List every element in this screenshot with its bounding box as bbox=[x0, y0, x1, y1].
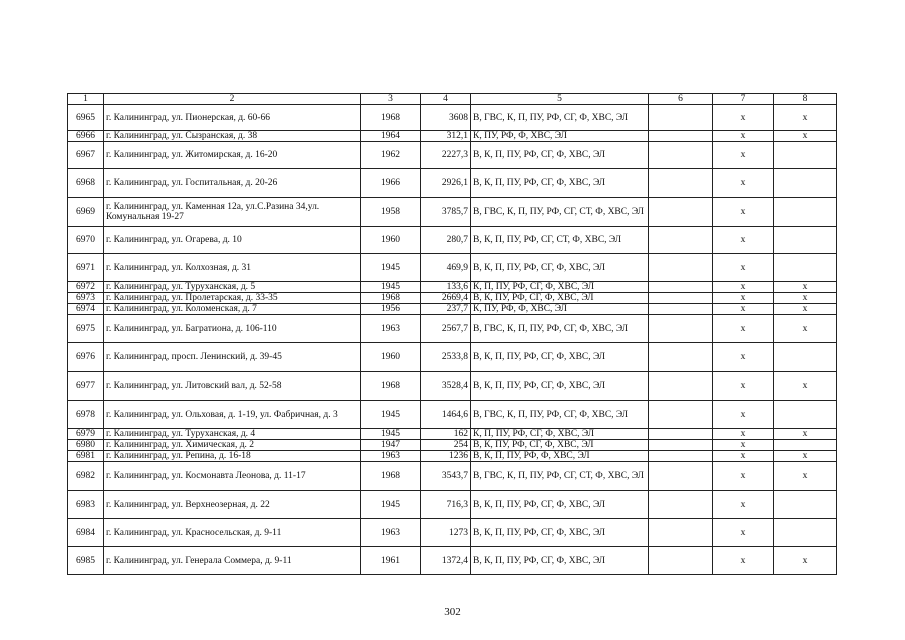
cell-address: г. Калининград, ул. Верхнеозерная, д. 22 bbox=[104, 491, 361, 519]
cell-number: 6985 bbox=[68, 547, 104, 575]
cell-number: 6979 bbox=[68, 429, 104, 440]
cell-number: 6965 bbox=[68, 105, 104, 131]
cell-area: 2533,8 bbox=[421, 343, 471, 372]
col-header-5: 5 bbox=[471, 94, 649, 105]
cell-col6 bbox=[649, 372, 713, 401]
cell-address: г. Калининград, ул. Пионерская, д. 60-66 bbox=[104, 105, 361, 131]
cell-works: В, К, П, ПУ, РФ, СГ, Ф, ХВС, ЭЛ bbox=[471, 169, 649, 198]
cell-area: 3608 bbox=[421, 105, 471, 131]
cell-col7: х bbox=[713, 451, 774, 462]
cell-works: К, ПУ, РФ, Ф, ХВС, ЭЛ bbox=[471, 131, 649, 142]
cell-col8: х bbox=[774, 105, 837, 131]
cell-number: 6966 bbox=[68, 131, 104, 142]
table-row bbox=[68, 440, 837, 451]
table-row bbox=[68, 304, 837, 315]
cell-area: 2669,4 bbox=[421, 293, 471, 304]
cell-col6 bbox=[649, 105, 713, 131]
cell-works: В, К, ПУ, РФ, СГ, Ф, ХВС, ЭЛ bbox=[471, 293, 649, 304]
cell-col8 bbox=[774, 142, 837, 169]
cell-address: г. Калининград, ул. Госпитальная, д. 20-26 bbox=[104, 169, 361, 198]
cell-col6 bbox=[649, 304, 713, 315]
cell-number: 6984 bbox=[68, 519, 104, 547]
table-row bbox=[68, 169, 837, 198]
cell-works: В, К, П, ПУ, РФ, СГ, Ф, ХВС, ЭЛ bbox=[471, 372, 649, 401]
cell-col7: х bbox=[713, 429, 774, 440]
cell-col8: х bbox=[774, 462, 837, 491]
cell-year: 1961 bbox=[361, 547, 421, 575]
cell-address: г. Калининград, ул. Красносельская, д. 9-11 bbox=[104, 519, 361, 547]
cell-address: г. Калининград, ул. Туруханская, д. 4 bbox=[104, 429, 361, 440]
cell-area: 1372,4 bbox=[421, 547, 471, 575]
cell-col6 bbox=[649, 131, 713, 142]
cell-col8 bbox=[774, 440, 837, 451]
table-row bbox=[68, 142, 837, 169]
cell-col7: х bbox=[713, 372, 774, 401]
cell-works: В, К, П, ПУ, РФ, СГ, Ф, ХВС, ЭЛ bbox=[471, 519, 649, 547]
cell-works: К, ПУ, РФ, Ф, ХВС, ЭЛ bbox=[471, 304, 649, 315]
cell-works: В, ГВС, К, П, ПУ, РФ, СГ, Ф, ХВС, ЭЛ bbox=[471, 315, 649, 343]
cell-works: В, ГВС, К, П, ПУ, РФ, СГ, СТ, Ф, ХВС, ЭЛ bbox=[471, 198, 649, 227]
cell-col6 bbox=[649, 293, 713, 304]
table-row bbox=[68, 282, 837, 293]
cell-col8 bbox=[774, 519, 837, 547]
cell-area: 2567,7 bbox=[421, 315, 471, 343]
cell-col8 bbox=[774, 169, 837, 198]
cell-works: В, К, П, ПУ, РФ, СГ, Ф, ХВС, ЭЛ bbox=[471, 343, 649, 372]
cell-year: 1945 bbox=[361, 254, 421, 282]
cell-number: 6983 bbox=[68, 491, 104, 519]
table-row bbox=[68, 227, 837, 254]
cell-year: 1945 bbox=[361, 282, 421, 293]
table-row bbox=[68, 315, 837, 343]
table-row bbox=[68, 131, 837, 142]
cell-works: В, К, П, ПУ, РФ, СГ, Ф, ХВС, ЭЛ bbox=[471, 491, 649, 519]
cell-col8: х bbox=[774, 282, 837, 293]
cell-area: 3543,7 bbox=[421, 462, 471, 491]
cell-col8 bbox=[774, 254, 837, 282]
cell-address: г. Калининград, ул. Литовский вал, д. 52-58 bbox=[104, 372, 361, 401]
cell-col8: х bbox=[774, 372, 837, 401]
cell-col7: х bbox=[713, 304, 774, 315]
col-header-2: 2 bbox=[104, 94, 361, 105]
cell-col6 bbox=[649, 451, 713, 462]
table-body bbox=[68, 105, 837, 575]
cell-year: 1963 bbox=[361, 451, 421, 462]
cell-col8 bbox=[774, 227, 837, 254]
cell-number: 6972 bbox=[68, 282, 104, 293]
cell-works: В, ГВС, К, П, ПУ, РФ, СГ, СТ, Ф, ХВС, ЭЛ bbox=[471, 462, 649, 491]
cell-col6 bbox=[649, 198, 713, 227]
cell-col6 bbox=[649, 462, 713, 491]
cell-year: 1945 bbox=[361, 491, 421, 519]
cell-year: 1945 bbox=[361, 401, 421, 429]
cell-address: г. Калининград, ул. Химическая, д. 2 bbox=[104, 440, 361, 451]
cell-col7: х bbox=[713, 343, 774, 372]
cell-year: 1968 bbox=[361, 105, 421, 131]
table-row bbox=[68, 198, 837, 227]
cell-number: 6969 bbox=[68, 198, 104, 227]
cell-number: 6981 bbox=[68, 451, 104, 462]
table-row bbox=[68, 519, 837, 547]
cell-col6 bbox=[649, 547, 713, 575]
cell-number: 6977 bbox=[68, 372, 104, 401]
cell-area: 3785,7 bbox=[421, 198, 471, 227]
header-row bbox=[68, 94, 837, 105]
table-row bbox=[68, 372, 837, 401]
table-row bbox=[68, 254, 837, 282]
cell-area: 716,3 bbox=[421, 491, 471, 519]
cell-number: 6980 bbox=[68, 440, 104, 451]
cell-col6 bbox=[649, 401, 713, 429]
cell-area: 2926,1 bbox=[421, 169, 471, 198]
cell-col6 bbox=[649, 343, 713, 372]
cell-area: 162 bbox=[421, 429, 471, 440]
cell-col8: х bbox=[774, 451, 837, 462]
table-row bbox=[68, 293, 837, 304]
cell-works: В, К, П, ПУ, РФ, СГ, СТ, Ф, ХВС, ЭЛ bbox=[471, 227, 649, 254]
cell-col7: х bbox=[713, 227, 774, 254]
cell-year: 1960 bbox=[361, 227, 421, 254]
cell-address: г. Калининград, просп. Ленинский, д. 39-45 bbox=[104, 343, 361, 372]
cell-col7: х bbox=[713, 315, 774, 343]
cell-works: К, П, ПУ, РФ, СГ, Ф, ХВС, ЭЛ bbox=[471, 282, 649, 293]
cell-col6 bbox=[649, 169, 713, 198]
cell-address: г. Калининград, ул. Генерала Соммера, д. 9-11 bbox=[104, 547, 361, 575]
cell-col6 bbox=[649, 254, 713, 282]
col-header-6: 6 bbox=[649, 94, 713, 105]
cell-col6 bbox=[649, 519, 713, 547]
cell-year: 1962 bbox=[361, 142, 421, 169]
cell-area: 280,7 bbox=[421, 227, 471, 254]
cell-address: г. Калининград, ул. Колхозная, д. 31 bbox=[104, 254, 361, 282]
cell-number: 6967 bbox=[68, 142, 104, 169]
cell-works: В, К, ПУ, РФ, СГ, Ф, ХВС, ЭЛ bbox=[471, 440, 649, 451]
table-row bbox=[68, 343, 837, 372]
cell-area: 469,9 bbox=[421, 254, 471, 282]
cell-col8: х bbox=[774, 429, 837, 440]
cell-col7: х bbox=[713, 491, 774, 519]
cell-address: г. Калининград, ул. Туруханская, д. 5 bbox=[104, 282, 361, 293]
cell-year: 1968 bbox=[361, 462, 421, 491]
col-header-3: 3 bbox=[361, 94, 421, 105]
table-row bbox=[68, 547, 837, 575]
table-row bbox=[68, 462, 837, 491]
cell-col8 bbox=[774, 491, 837, 519]
cell-number: 6970 bbox=[68, 227, 104, 254]
cell-col7: х bbox=[713, 401, 774, 429]
cell-year: 1968 bbox=[361, 293, 421, 304]
cell-area: 2227,3 bbox=[421, 142, 471, 169]
cell-year: 1963 bbox=[361, 519, 421, 547]
table-row bbox=[68, 105, 837, 131]
cell-address: г. Калининград, ул. Ольховая, д. 1-19, ул. Фабричная, д. 3 bbox=[104, 401, 361, 429]
cell-col7: х bbox=[713, 293, 774, 304]
cell-col7: х bbox=[713, 131, 774, 142]
table-row bbox=[68, 401, 837, 429]
cell-area: 1464,6 bbox=[421, 401, 471, 429]
cell-area: 3528,4 bbox=[421, 372, 471, 401]
cell-area: 312,1 bbox=[421, 131, 471, 142]
cell-address: г. Калининград, ул. Каменная 12а, ул.С.Разина 34,ул. Комунальная 19-27 bbox=[104, 198, 361, 227]
cell-works: В, К, П, ПУ, РФ, СГ, Ф, ХВС, ЭЛ bbox=[471, 142, 649, 169]
cell-works: К, П, ПУ, РФ, СГ, Ф, ХВС, ЭЛ bbox=[471, 429, 649, 440]
cell-col7: х bbox=[713, 105, 774, 131]
cell-col8: х bbox=[774, 131, 837, 142]
table-row bbox=[68, 451, 837, 462]
cell-address: г. Калининград, ул. Житомирская, д. 16-20 bbox=[104, 142, 361, 169]
cell-area: 1236 bbox=[421, 451, 471, 462]
cell-address: г. Калининград, ул. Багратиона, д. 106-110 bbox=[104, 315, 361, 343]
cell-year: 1945 bbox=[361, 429, 421, 440]
cell-number: 6973 bbox=[68, 293, 104, 304]
table-row bbox=[68, 491, 837, 519]
cell-number: 6978 bbox=[68, 401, 104, 429]
cell-col7: х bbox=[713, 462, 774, 491]
cell-address: г. Калининград, ул. Огарева, д. 10 bbox=[104, 227, 361, 254]
cell-address: г. Калининград, ул. Космонавта Леонова, д. 11-17 bbox=[104, 462, 361, 491]
page-number: 302 bbox=[444, 606, 461, 618]
cell-year: 1947 bbox=[361, 440, 421, 451]
cell-number: 6982 bbox=[68, 462, 104, 491]
cell-col6 bbox=[649, 440, 713, 451]
cell-col6 bbox=[649, 491, 713, 519]
cell-works: В, К, П, ПУ, РФ, СГ, Ф, ХВС, ЭЛ bbox=[471, 547, 649, 575]
cell-area: 133,6 bbox=[421, 282, 471, 293]
col-header-4: 4 bbox=[421, 94, 471, 105]
col-header-1: 1 bbox=[68, 94, 104, 105]
cell-area: 237,7 bbox=[421, 304, 471, 315]
cell-col6 bbox=[649, 142, 713, 169]
cell-year: 1968 bbox=[361, 372, 421, 401]
cell-col7: х bbox=[713, 440, 774, 451]
cell-number: 6976 bbox=[68, 343, 104, 372]
cell-number: 6974 bbox=[68, 304, 104, 315]
cell-year: 1966 bbox=[361, 169, 421, 198]
cell-col7: х bbox=[713, 254, 774, 282]
cell-col8: х bbox=[774, 315, 837, 343]
cell-year: 1960 bbox=[361, 343, 421, 372]
cell-works: В, ГВС, К, П, ПУ, РФ, СГ, Ф, ХВС, ЭЛ bbox=[471, 401, 649, 429]
col-header-7: 7 bbox=[713, 94, 774, 105]
cell-year: 1963 bbox=[361, 315, 421, 343]
cell-year: 1958 bbox=[361, 198, 421, 227]
cell-col7: х bbox=[713, 519, 774, 547]
cell-works: В, К, П, ПУ, РФ, СГ, Ф, ХВС, ЭЛ bbox=[471, 254, 649, 282]
cell-col7: х bbox=[713, 198, 774, 227]
cell-col8 bbox=[774, 198, 837, 227]
cell-col6 bbox=[649, 227, 713, 254]
cell-col8 bbox=[774, 343, 837, 372]
cell-address: г. Калининград, ул. Пролетарская, д. 33-35 bbox=[104, 293, 361, 304]
cell-col8 bbox=[774, 401, 837, 429]
cell-col8: х bbox=[774, 293, 837, 304]
cell-number: 6975 bbox=[68, 315, 104, 343]
cell-col8: х bbox=[774, 547, 837, 575]
cell-col8: х bbox=[774, 304, 837, 315]
table-row bbox=[68, 429, 837, 440]
cell-number: 6968 bbox=[68, 169, 104, 198]
cell-col7: х bbox=[713, 282, 774, 293]
cell-address: г. Калининград, ул. Коломенская, д. 7 bbox=[104, 304, 361, 315]
cell-col7: х bbox=[713, 547, 774, 575]
cell-col7: х bbox=[713, 142, 774, 169]
cell-col6 bbox=[649, 282, 713, 293]
cell-area: 254 bbox=[421, 440, 471, 451]
cell-year: 1956 bbox=[361, 304, 421, 315]
cell-year: 1964 bbox=[361, 131, 421, 142]
cell-area: 1273 bbox=[421, 519, 471, 547]
housing-register-table bbox=[67, 93, 837, 575]
cell-address: г. Калининград, ул. Сызранская, д. 38 bbox=[104, 131, 361, 142]
cell-works: В, ГВС, К, П, ПУ, РФ, СГ, Ф, ХВС, ЭЛ bbox=[471, 105, 649, 131]
cell-col7: х bbox=[713, 169, 774, 198]
cell-number: 6971 bbox=[68, 254, 104, 282]
cell-address: г. Калининград, ул. Репина, д. 16-18 bbox=[104, 451, 361, 462]
cell-col6 bbox=[649, 429, 713, 440]
col-header-8: 8 bbox=[774, 94, 837, 105]
cell-col6 bbox=[649, 315, 713, 343]
cell-works: В, К, П, ПУ, РФ, Ф, ХВС, ЭЛ bbox=[471, 451, 649, 462]
